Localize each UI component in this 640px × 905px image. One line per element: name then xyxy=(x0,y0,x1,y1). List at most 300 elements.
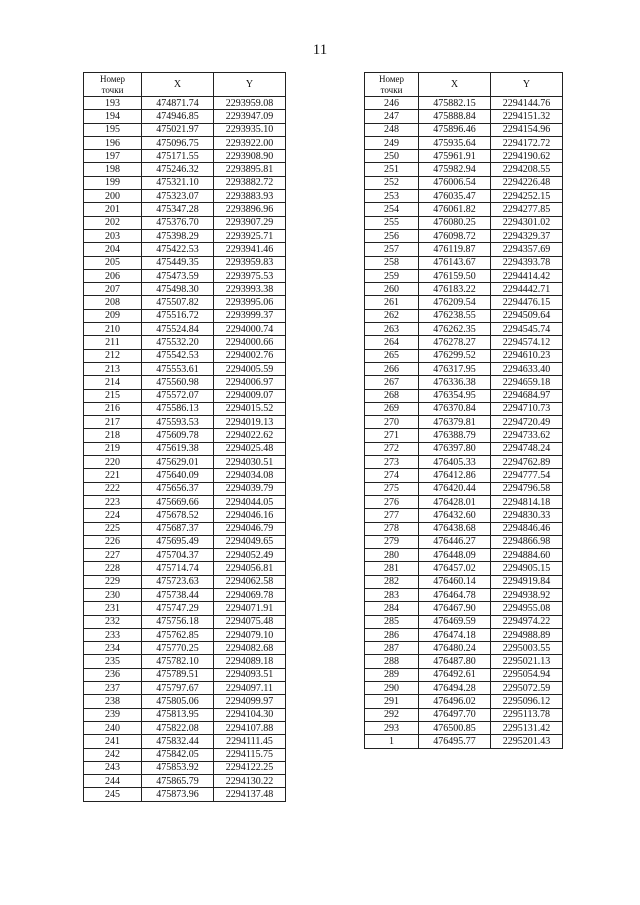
y-coordinate-cell: 2294329.37 xyxy=(491,229,563,242)
point-number-cell: 272 xyxy=(365,442,419,455)
y-coordinate-cell: 2294442.71 xyxy=(491,283,563,296)
table-row xyxy=(84,588,286,601)
point-number-cell: 255 xyxy=(365,216,419,229)
x-coordinate-cell: 476119.87 xyxy=(419,243,491,256)
table-row xyxy=(365,442,563,455)
point-number-cell: 290 xyxy=(365,682,419,695)
table-row xyxy=(365,628,563,641)
y-coordinate-cell: 2294301.02 xyxy=(491,216,563,229)
x-coordinate-cell: 476035.47 xyxy=(419,190,491,203)
x-coordinate-cell: 475687.37 xyxy=(142,522,214,535)
table-row xyxy=(365,429,563,442)
y-coordinate-cell: 2293975.53 xyxy=(214,269,286,282)
x-coordinate-cell: 475853.92 xyxy=(142,761,214,774)
table-row xyxy=(365,110,563,123)
point-number-cell: 289 xyxy=(365,668,419,681)
point-number-cell: 257 xyxy=(365,243,419,256)
point-number-cell: 291 xyxy=(365,695,419,708)
point-number-cell: 281 xyxy=(365,562,419,575)
point-number-cell: 249 xyxy=(365,136,419,149)
point-number-cell: 233 xyxy=(84,628,142,641)
table-row xyxy=(84,256,286,269)
point-header-line1: Номер xyxy=(99,73,126,84)
y-coordinate-cell: 2294476.15 xyxy=(491,296,563,309)
x-coordinate-cell: 476495.77 xyxy=(419,735,491,748)
x-coordinate-cell: 475629.01 xyxy=(142,456,214,469)
point-number-cell: 264 xyxy=(365,336,419,349)
table-row xyxy=(84,97,286,110)
y-coordinate-cell: 2294049.65 xyxy=(214,535,286,548)
y-coordinate-cell: 2293947.09 xyxy=(214,110,286,123)
x-coordinate-cell: 476420.44 xyxy=(419,482,491,495)
table-row xyxy=(365,136,563,149)
y-coordinate-cell: 2293999.37 xyxy=(214,309,286,322)
x-coordinate-cell: 475756.18 xyxy=(142,615,214,628)
y-coordinate-cell: 2294015.52 xyxy=(214,402,286,415)
point-number-cell: 205 xyxy=(84,256,142,269)
table-row xyxy=(84,442,286,455)
y-coordinate-cell: 2294115.75 xyxy=(214,748,286,761)
y-coordinate-cell: 2295131.42 xyxy=(491,721,563,734)
y-coordinate-cell: 2294574.12 xyxy=(491,336,563,349)
page-number: 11 xyxy=(312,42,328,58)
table-row xyxy=(365,97,563,110)
x-coordinate-cell: 475704.37 xyxy=(142,549,214,562)
point-number-cell: 240 xyxy=(84,721,142,734)
y-coordinate-cell: 2294079.10 xyxy=(214,628,286,641)
x-coordinate-cell: 475323.07 xyxy=(142,190,214,203)
x-coordinate-cell: 476262.35 xyxy=(419,323,491,336)
x-coordinate-cell: 476080.25 xyxy=(419,216,491,229)
y-coordinate-cell: 2294104.30 xyxy=(214,708,286,721)
y-coordinate-cell: 2294111.45 xyxy=(214,735,286,748)
point-number-cell: 282 xyxy=(365,575,419,588)
x-coordinate-cell: 475747.29 xyxy=(142,602,214,615)
x-coordinate-cell: 475321.10 xyxy=(142,176,214,189)
x-coordinate-cell: 476474.18 xyxy=(419,628,491,641)
y-coordinate-cell: 2294905.15 xyxy=(491,562,563,575)
table-row xyxy=(84,323,286,336)
point-number-cell: 221 xyxy=(84,469,142,482)
table-row xyxy=(84,456,286,469)
table-row xyxy=(84,402,286,415)
table-row xyxy=(84,668,286,681)
table-row xyxy=(84,761,286,774)
y-coordinate-cell: 2294610.23 xyxy=(491,349,563,362)
point-number-header xyxy=(365,73,419,97)
point-number-cell: 269 xyxy=(365,402,419,415)
x-coordinate-cell: 476299.52 xyxy=(419,349,491,362)
point-number-cell: 206 xyxy=(84,269,142,282)
x-coordinate-cell: 476238.55 xyxy=(419,309,491,322)
table-row xyxy=(365,416,563,429)
point-number-cell: 274 xyxy=(365,469,419,482)
y-coordinate-cell: 2294252.15 xyxy=(491,190,563,203)
x-coordinate-cell: 476446.27 xyxy=(419,535,491,548)
y-coordinate-cell: 2294190.62 xyxy=(491,150,563,163)
point-number-cell: 278 xyxy=(365,522,419,535)
point-number-cell: 231 xyxy=(84,602,142,615)
x-coordinate-cell: 475572.07 xyxy=(142,389,214,402)
table-row xyxy=(84,482,286,495)
y-coordinate-cell: 2295096.12 xyxy=(491,695,563,708)
point-number-cell: 204 xyxy=(84,243,142,256)
table-row xyxy=(365,482,563,495)
x-coordinate-cell: 476487.80 xyxy=(419,655,491,668)
y-coordinate-cell: 2293907.29 xyxy=(214,216,286,229)
table-row xyxy=(365,269,563,282)
point-number-cell: 222 xyxy=(84,482,142,495)
y-coordinate-cell: 2294226.48 xyxy=(491,176,563,189)
point-number-cell: 268 xyxy=(365,389,419,402)
x-coordinate-cell: 475738.44 xyxy=(142,588,214,601)
table-body-left xyxy=(84,97,286,802)
table-row xyxy=(84,296,286,309)
table-row xyxy=(84,110,286,123)
y-coordinate-cell: 2294733.62 xyxy=(491,429,563,442)
point-number-cell: 292 xyxy=(365,708,419,721)
table-row xyxy=(365,615,563,628)
table-row xyxy=(365,376,563,389)
y-coordinate-cell: 2293993.38 xyxy=(214,283,286,296)
y-coordinate-cell: 2294684.97 xyxy=(491,389,563,402)
point-number-cell: 275 xyxy=(365,482,419,495)
x-coordinate-cell: 476336.38 xyxy=(419,376,491,389)
table-row xyxy=(84,150,286,163)
point-number-cell: 250 xyxy=(365,150,419,163)
x-coordinate-cell: 475656.37 xyxy=(142,482,214,495)
x-coordinate-cell: 475723.63 xyxy=(142,575,214,588)
x-coordinate-cell: 476496.02 xyxy=(419,695,491,708)
table-row xyxy=(84,721,286,734)
y-coordinate-cell: 2293925.71 xyxy=(214,229,286,242)
y-coordinate-cell: 2295054.94 xyxy=(491,668,563,681)
x-coordinate-cell: 475813.95 xyxy=(142,708,214,721)
table-row xyxy=(84,243,286,256)
y-coordinate-cell: 2294720.49 xyxy=(491,416,563,429)
table-row xyxy=(84,136,286,149)
y-coordinate-cell: 2294000.66 xyxy=(214,336,286,349)
y-coordinate-cell: 2294357.69 xyxy=(491,243,563,256)
point-number-cell: 1 xyxy=(365,735,419,748)
point-number-cell: 224 xyxy=(84,509,142,522)
y-coordinate-cell: 2294137.48 xyxy=(214,788,286,801)
table-row xyxy=(84,269,286,282)
table-row xyxy=(84,190,286,203)
x-coordinate-cell: 475695.49 xyxy=(142,535,214,548)
x-coordinate-cell: 476497.70 xyxy=(419,708,491,721)
x-coordinate-cell: 476317.95 xyxy=(419,362,491,375)
point-number-cell: 194 xyxy=(84,110,142,123)
y-coordinate-cell: 2294866.98 xyxy=(491,535,563,548)
y-coordinate-cell: 2295021.13 xyxy=(491,655,563,668)
x-coordinate-cell: 476412.86 xyxy=(419,469,491,482)
point-number-cell: 266 xyxy=(365,362,419,375)
x-coordinate-cell: 475619.38 xyxy=(142,442,214,455)
table-row xyxy=(84,535,286,548)
y-coordinate-cell: 2294122.25 xyxy=(214,761,286,774)
point-number-cell: 236 xyxy=(84,668,142,681)
x-coordinate-cell: 475096.75 xyxy=(142,136,214,149)
x-coordinate-cell: 475678.52 xyxy=(142,509,214,522)
x-coordinate-cell: 475961.91 xyxy=(419,150,491,163)
table-row xyxy=(84,775,286,788)
table-row xyxy=(365,389,563,402)
y-coordinate-cell: 2293959.83 xyxy=(214,256,286,269)
x-coordinate-cell: 476438.68 xyxy=(419,522,491,535)
table-row xyxy=(365,150,563,163)
point-number-cell: 258 xyxy=(365,256,419,269)
x-coordinate-cell: 475609.78 xyxy=(142,429,214,442)
point-number-cell: 235 xyxy=(84,655,142,668)
point-number-cell: 285 xyxy=(365,615,419,628)
point-number-cell: 280 xyxy=(365,549,419,562)
table-row xyxy=(84,682,286,695)
x-coordinate-cell: 475171.55 xyxy=(142,150,214,163)
y-coordinate-cell: 2294025.48 xyxy=(214,442,286,455)
table-row xyxy=(365,243,563,256)
point-header-line1: Номер xyxy=(378,73,405,84)
coordinates-table-left xyxy=(83,72,286,802)
point-number-cell: 288 xyxy=(365,655,419,668)
point-number-cell: 227 xyxy=(84,549,142,562)
point-number-cell: 273 xyxy=(365,456,419,469)
table-row xyxy=(365,575,563,588)
x-coordinate-cell: 476278.27 xyxy=(419,336,491,349)
y-coordinate-cell: 2294022.62 xyxy=(214,429,286,442)
table-row xyxy=(84,628,286,641)
point-number-cell: 248 xyxy=(365,123,419,136)
y-coordinate-cell: 2294019.13 xyxy=(214,416,286,429)
y-coordinate-cell: 2293995.06 xyxy=(214,296,286,309)
x-coordinate-cell: 475822.08 xyxy=(142,721,214,734)
table-row xyxy=(365,190,563,203)
x-coordinate-cell: 475865.79 xyxy=(142,775,214,788)
point-number-cell: 238 xyxy=(84,695,142,708)
point-number-cell: 225 xyxy=(84,522,142,535)
point-number-cell: 271 xyxy=(365,429,419,442)
point-number-cell: 259 xyxy=(365,269,419,282)
y-coordinate-cell: 2294062.58 xyxy=(214,575,286,588)
x-header: X xyxy=(419,73,491,97)
table-row xyxy=(84,176,286,189)
point-number-header xyxy=(84,73,142,97)
point-number-cell: 253 xyxy=(365,190,419,203)
point-number-cell: 239 xyxy=(84,708,142,721)
x-coordinate-cell: 475882.15 xyxy=(419,97,491,110)
x-coordinate-cell: 476183.22 xyxy=(419,283,491,296)
point-number-cell: 241 xyxy=(84,735,142,748)
x-coordinate-cell: 474871.74 xyxy=(142,97,214,110)
point-number-cell: 283 xyxy=(365,588,419,601)
point-number-cell: 201 xyxy=(84,203,142,216)
y-coordinate-cell: 2294814.18 xyxy=(491,495,563,508)
point-number-cell: 218 xyxy=(84,429,142,442)
table-row xyxy=(365,283,563,296)
y-coordinate-cell: 2294130.22 xyxy=(214,775,286,788)
point-number-cell: 199 xyxy=(84,176,142,189)
point-number-cell: 256 xyxy=(365,229,419,242)
table-row xyxy=(365,402,563,415)
y-coordinate-cell: 2294919.84 xyxy=(491,575,563,588)
point-number-cell: 196 xyxy=(84,136,142,149)
point-number-cell: 195 xyxy=(84,123,142,136)
x-coordinate-cell: 475516.72 xyxy=(142,309,214,322)
y-coordinate-cell: 2294208.55 xyxy=(491,163,563,176)
table-row xyxy=(84,362,286,375)
y-coordinate-cell: 2294052.49 xyxy=(214,549,286,562)
x-coordinate-cell: 475789.51 xyxy=(142,668,214,681)
y-coordinate-cell: 2293883.93 xyxy=(214,190,286,203)
x-coordinate-cell: 475560.98 xyxy=(142,376,214,389)
y-coordinate-cell: 2293908.90 xyxy=(214,150,286,163)
table-row xyxy=(365,682,563,695)
y-coordinate-cell: 2294974.22 xyxy=(491,615,563,628)
x-coordinate-cell: 475873.96 xyxy=(142,788,214,801)
point-number-cell: 254 xyxy=(365,203,419,216)
y-coordinate-cell: 2293882.72 xyxy=(214,176,286,189)
point-number-cell: 216 xyxy=(84,402,142,415)
point-number-cell: 200 xyxy=(84,190,142,203)
point-number-cell: 203 xyxy=(84,229,142,242)
y-coordinate-cell: 2294710.73 xyxy=(491,402,563,415)
table-row xyxy=(84,735,286,748)
x-coordinate-cell: 475935.64 xyxy=(419,136,491,149)
y-coordinate-cell: 2294154.96 xyxy=(491,123,563,136)
y-coordinate-cell: 2294056.81 xyxy=(214,562,286,575)
point-number-cell: 234 xyxy=(84,642,142,655)
point-number-cell: 214 xyxy=(84,376,142,389)
y-coordinate-cell: 2293896.96 xyxy=(214,203,286,216)
table-row xyxy=(84,349,286,362)
x-coordinate-cell: 475714.74 xyxy=(142,562,214,575)
y-coordinate-cell: 2294509.64 xyxy=(491,309,563,322)
table-row xyxy=(365,123,563,136)
table-row xyxy=(365,602,563,615)
y-coordinate-cell: 2294777.54 xyxy=(491,469,563,482)
table-row xyxy=(365,708,563,721)
table-row xyxy=(84,389,286,402)
point-number-cell: 246 xyxy=(365,97,419,110)
table-row xyxy=(84,695,286,708)
y-coordinate-cell: 2293895.81 xyxy=(214,163,286,176)
y-coordinate-cell: 2294107.88 xyxy=(214,721,286,734)
y-coordinate-cell: 2294009.07 xyxy=(214,389,286,402)
table-row xyxy=(365,668,563,681)
table-row xyxy=(365,588,563,601)
x-coordinate-cell: 476159.50 xyxy=(419,269,491,282)
x-coordinate-cell: 476354.95 xyxy=(419,389,491,402)
x-coordinate-cell: 475832.44 xyxy=(142,735,214,748)
x-coordinate-cell: 476209.54 xyxy=(419,296,491,309)
point-number-cell: 230 xyxy=(84,588,142,601)
point-number-cell: 276 xyxy=(365,495,419,508)
table-row xyxy=(84,429,286,442)
x-coordinate-cell: 475782.10 xyxy=(142,655,214,668)
table-row xyxy=(365,229,563,242)
table-row xyxy=(84,123,286,136)
x-coordinate-cell: 475021.97 xyxy=(142,123,214,136)
x-coordinate-cell: 476494.28 xyxy=(419,682,491,695)
x-coordinate-cell: 475553.61 xyxy=(142,362,214,375)
table-row xyxy=(84,655,286,668)
y-coordinate-cell: 2294545.74 xyxy=(491,323,563,336)
x-coordinate-cell: 476460.14 xyxy=(419,575,491,588)
table-row xyxy=(84,309,286,322)
point-number-cell: 211 xyxy=(84,336,142,349)
x-coordinate-cell: 476388.79 xyxy=(419,429,491,442)
y-coordinate-cell: 2293959.08 xyxy=(214,97,286,110)
x-coordinate-cell: 475507.82 xyxy=(142,296,214,309)
y-coordinate-cell: 2294748.24 xyxy=(491,442,563,455)
x-coordinate-cell: 476464.78 xyxy=(419,588,491,601)
y-coordinate-cell: 2294071.91 xyxy=(214,602,286,615)
table-row xyxy=(84,615,286,628)
x-coordinate-cell: 475896.46 xyxy=(419,123,491,136)
y-coordinate-cell: 2294830.33 xyxy=(491,509,563,522)
point-number-cell: 260 xyxy=(365,283,419,296)
y-coordinate-cell: 2294796.58 xyxy=(491,482,563,495)
x-coordinate-cell: 475473.59 xyxy=(142,269,214,282)
y-coordinate-cell: 2294006.97 xyxy=(214,376,286,389)
x-coordinate-cell: 475762.85 xyxy=(142,628,214,641)
y-coordinate-cell: 2294089.18 xyxy=(214,655,286,668)
point-number-cell: 245 xyxy=(84,788,142,801)
table-header-row xyxy=(84,73,286,97)
table-row xyxy=(84,469,286,482)
y-coordinate-cell: 2294938.92 xyxy=(491,588,563,601)
x-coordinate-cell: 476061.82 xyxy=(419,203,491,216)
point-number-cell: 197 xyxy=(84,150,142,163)
y-coordinate-cell: 2294846.46 xyxy=(491,522,563,535)
point-number-cell: 207 xyxy=(84,283,142,296)
y-coordinate-cell: 2295113.78 xyxy=(491,708,563,721)
x-coordinate-cell: 475524.84 xyxy=(142,323,214,336)
x-coordinate-cell: 476500.85 xyxy=(419,721,491,734)
point-number-cell: 293 xyxy=(365,721,419,734)
point-number-cell: 210 xyxy=(84,323,142,336)
point-number-cell: 217 xyxy=(84,416,142,429)
x-coordinate-cell: 476432.60 xyxy=(419,509,491,522)
y-coordinate-cell: 2294000.74 xyxy=(214,323,286,336)
x-coordinate-cell: 475770.25 xyxy=(142,642,214,655)
table-row xyxy=(365,163,563,176)
point-number-cell: 219 xyxy=(84,442,142,455)
x-coordinate-cell: 476143.67 xyxy=(419,256,491,269)
x-coordinate-cell: 475542.53 xyxy=(142,349,214,362)
y-coordinate-cell: 2294039.79 xyxy=(214,482,286,495)
y-coordinate-cell: 2294046.16 xyxy=(214,509,286,522)
y-coordinate-cell: 2294034.08 xyxy=(214,469,286,482)
table-row xyxy=(365,296,563,309)
table-row xyxy=(84,495,286,508)
y-header: Y xyxy=(214,73,286,97)
table-row xyxy=(365,456,563,469)
point-number-cell: 220 xyxy=(84,456,142,469)
x-coordinate-cell: 475669.66 xyxy=(142,495,214,508)
x-coordinate-cell: 475449.35 xyxy=(142,256,214,269)
point-number-cell: 223 xyxy=(84,495,142,508)
x-coordinate-cell: 476492.61 xyxy=(419,668,491,681)
table-row xyxy=(84,642,286,655)
point-number-cell: 193 xyxy=(84,97,142,110)
point-number-cell: 213 xyxy=(84,362,142,375)
y-coordinate-cell: 2294002.76 xyxy=(214,349,286,362)
point-number-cell: 262 xyxy=(365,309,419,322)
point-number-cell: 265 xyxy=(365,349,419,362)
x-coordinate-cell: 475398.29 xyxy=(142,229,214,242)
y-coordinate-cell: 2293935.10 xyxy=(214,123,286,136)
